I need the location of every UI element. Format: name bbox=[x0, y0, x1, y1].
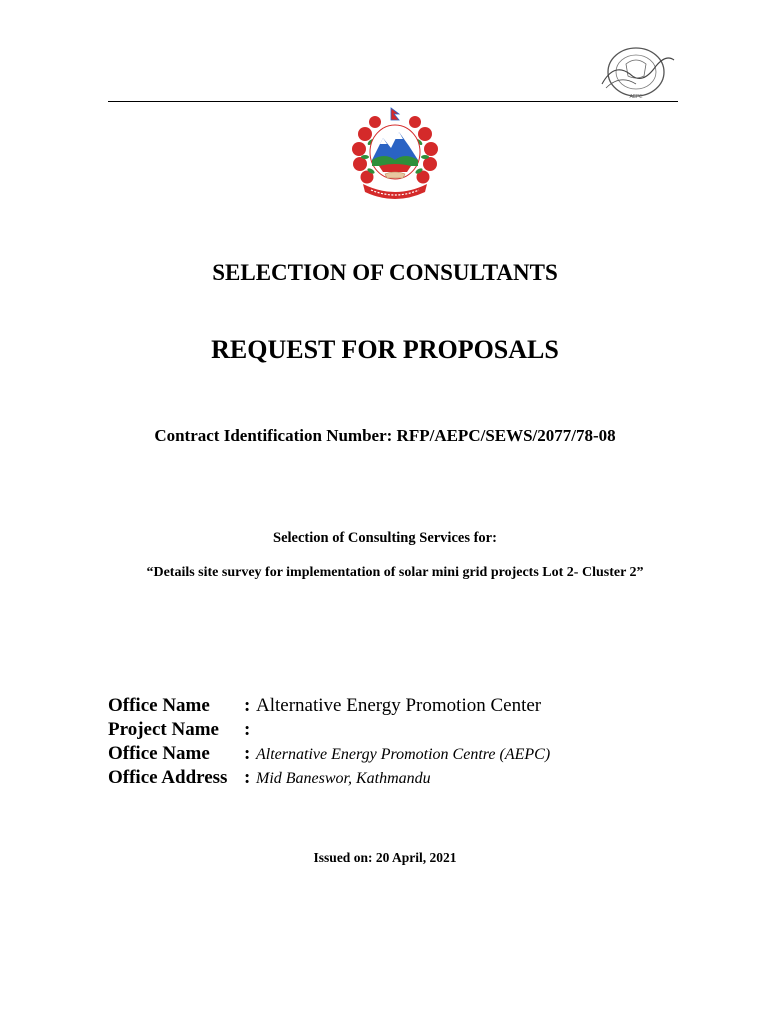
stamp-seal-icon bbox=[596, 44, 678, 100]
detail-value: Mid Baneswor, Kathmandu bbox=[256, 770, 431, 787]
selection-heading: Selection of Consulting Services for: bbox=[273, 530, 497, 546]
detail-value: Alternative Energy Promotion Center bbox=[256, 695, 542, 716]
detail-row-office-address bbox=[108, 767, 550, 791]
service-description: “Details site survey for implementation of solar mini grid projects Lot 2- Cluster 2” bbox=[146, 565, 644, 580]
seal-text: AEPC bbox=[629, 94, 643, 100]
page-title: SELECTION OF CONSULTANTS bbox=[212, 260, 558, 285]
detail-colon: : bbox=[244, 767, 251, 788]
contract-identification-number: Contract Identification Number: RFP/AEPC/SEWS/2077/78-08 bbox=[154, 426, 616, 445]
detail-label: Office Address bbox=[108, 767, 228, 788]
detail-colon: : bbox=[244, 719, 251, 740]
header-rule bbox=[108, 101, 678, 102]
detail-row-project-name bbox=[108, 719, 550, 743]
detail-row-office-name bbox=[108, 695, 550, 719]
detail-colon: : bbox=[244, 695, 251, 716]
detail-label: Office Name bbox=[108, 743, 210, 764]
page-subtitle: REQUEST FOR PROPOSALS bbox=[211, 335, 559, 364]
detail-row-office-name-2 bbox=[108, 743, 550, 767]
detail-label: Office Name bbox=[108, 695, 210, 716]
office-details bbox=[108, 695, 550, 791]
detail-value: Alternative Energy Promotion Centre (AEPC) bbox=[256, 746, 551, 763]
nepal-emblem-icon bbox=[345, 104, 445, 204]
detail-colon: : bbox=[244, 743, 251, 764]
detail-label: Project Name bbox=[108, 719, 219, 740]
issued-date: Issued on: 20 April, 2021 bbox=[313, 850, 457, 865]
